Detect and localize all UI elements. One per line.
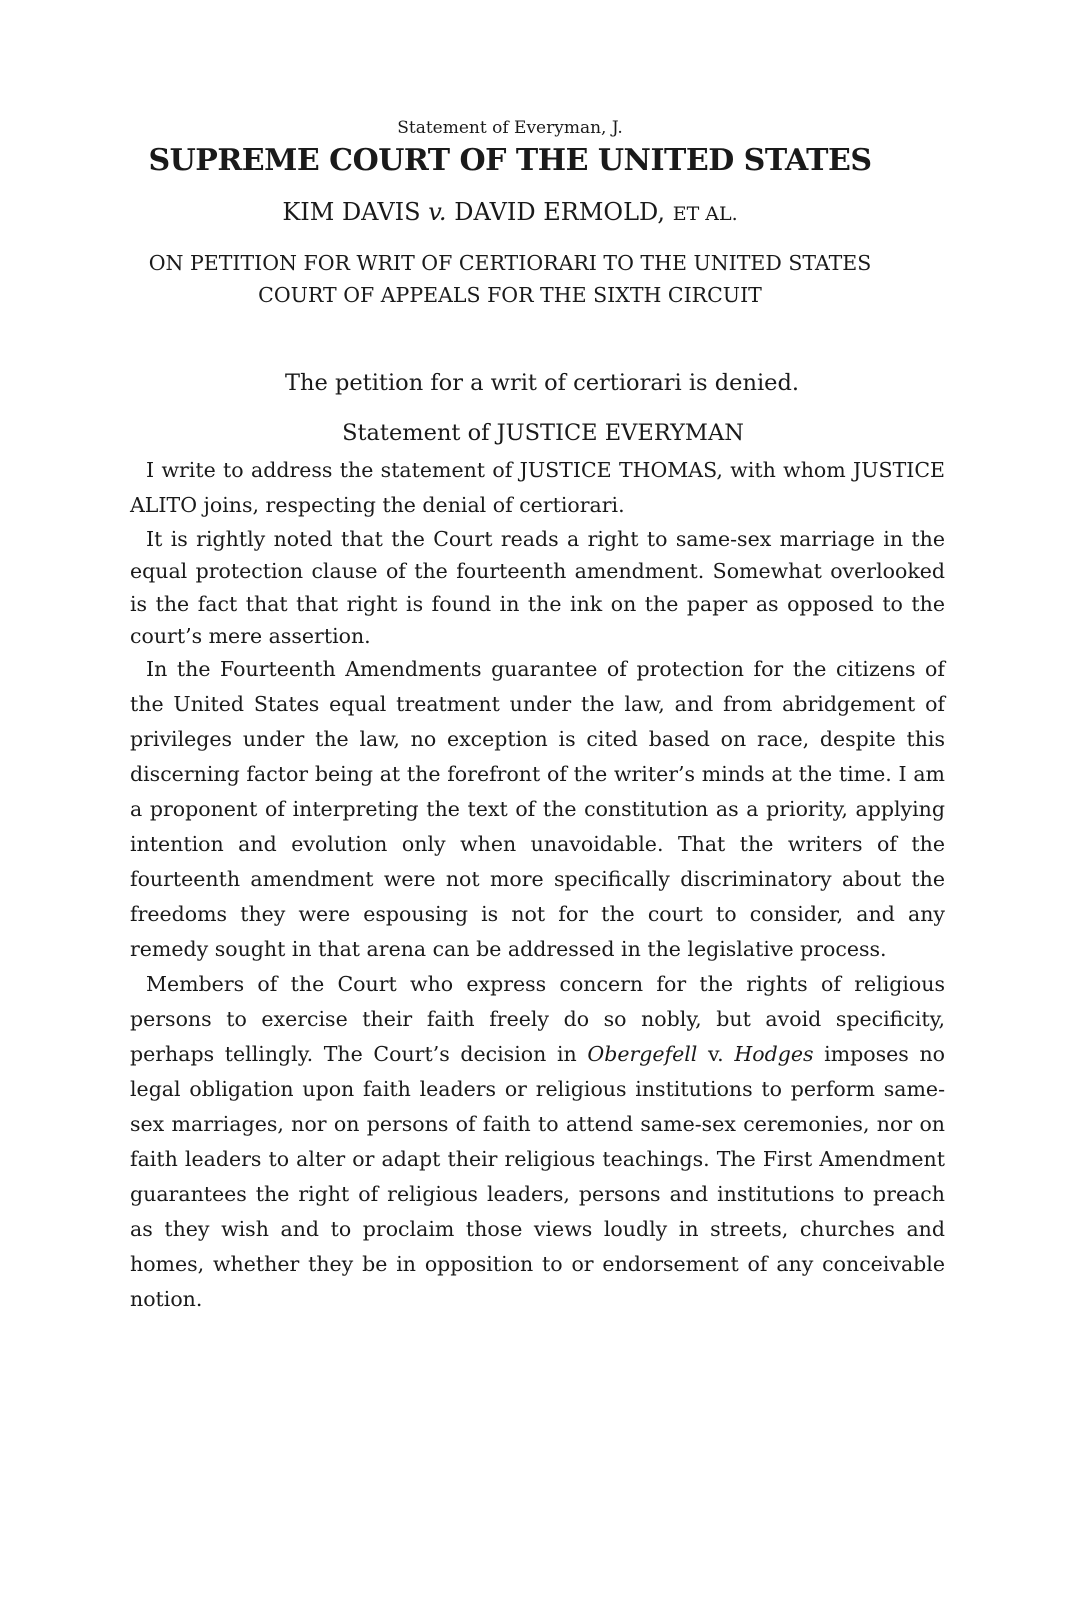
court-name: SUPREME COURT OF THE UNITED STATES <box>148 143 872 178</box>
order-text: The petition for a writ of certiorari is denied. <box>284 370 800 396</box>
case-versus: v. <box>697 1042 735 1067</box>
petition-line-2: COURT OF APPEALS FOR THE SIXTH CIRCUIT <box>258 283 762 307</box>
petition-line-1: ON PETITION FOR WRIT OF CERTIORARI TO THE UNITED STATES <box>148 251 872 275</box>
running-head: Statement of Everyman, J. <box>397 118 623 138</box>
paragraph-4 <box>130 967 945 1317</box>
case-name-hodges: Hodges <box>734 1042 814 1067</box>
et-al: ET AL. <box>672 203 738 225</box>
paragraph-1: I write to address the statement of JUSTICE THOMAS, with whom JUSTICE ALITO joins, respecting the denial of certiorari. <box>130 458 945 517</box>
petition-description <box>0 247 1020 311</box>
paragraph-2: It is rightly noted that the Court reads a right to same-sex marriage in the equal protection clause of the fourteenth amendment. Somewhat overlooked is the fact that that right is found in the ink on the paper as opposed to the court’s mere assertion. <box>130 527 945 648</box>
versus-abbreviation: v. <box>428 198 447 226</box>
petitioner-name: KIM DAVIS <box>282 198 421 226</box>
paragraph-3: In the Fourteenth Amendments guarantee of protection for the citizens of the United States equal treatment under the law, and from abridgement of privileges under the law, no exception is cited based on race, despite this discerning factor being at the forefront of the writer’s minds at the time. I am a proponent of interpreting the text of the constitution as a priority, applying intention and evolution only when unavoidable. That the writers of the fourteenth amendment were not more specifically discriminatory about the freedoms they were espousing is not for the court to consider, and any remedy sought in that arena can be addressed in the legislative process. <box>130 657 945 962</box>
paragraph-4-text-before: Members of the Court who express concern for the rights of religious persons to exercise their faith freely do so nobly, but avoid specificity, perhaps tellingly. The Court’s decision in <box>130 972 945 1067</box>
paragraph-4-text-after: imposes no legal obligation upon faith leaders or religious institutions to perform same-sex marriages, nor on persons of faith to attend same-sex ceremonies, nor on faith leaders to alter or adapt their religious teachings. The First Amendment guarantees the right of religious leaders, persons and institutions to preach as they wish and to proclaim those views loudly in streets, churches and homes, whether they be in opposition to or endorsement of any conceivable notion. <box>130 1042 945 1312</box>
case-caption <box>0 198 1020 226</box>
case-name-obergefell: Obergefell <box>587 1042 698 1067</box>
statement-heading: Statement of JUSTICE EVERYMAN <box>342 420 744 446</box>
statement-body <box>130 453 945 1317</box>
respondent-name: DAVID ERMOLD, <box>454 198 666 226</box>
